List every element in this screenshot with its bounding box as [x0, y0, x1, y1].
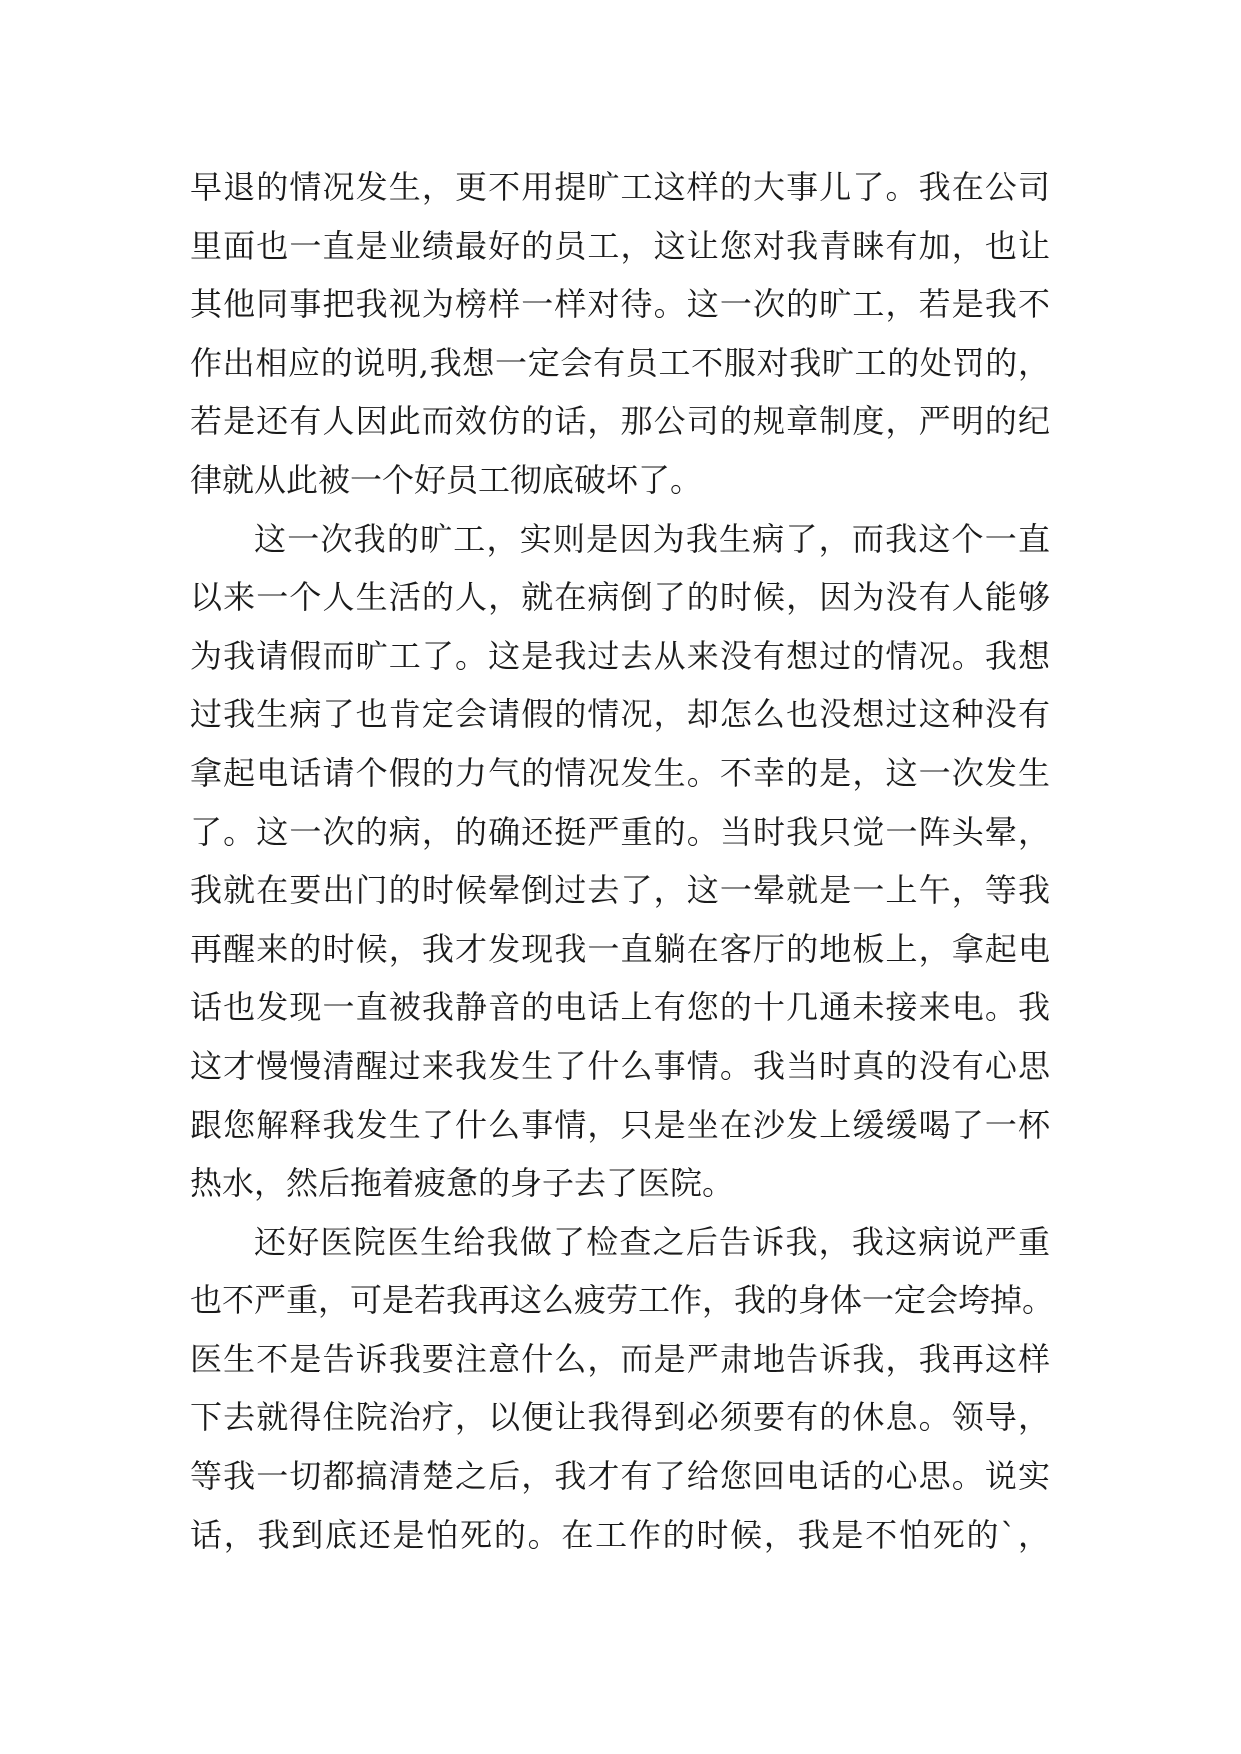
text-line: 拿起电话请个假的力气的情况发生。不幸的是，这一次发生: [190, 753, 1050, 792]
body-text: [190, 158, 1055, 1564]
text-line: 这一次我的旷工，实则是因为我生病了，而我这个一直: [254, 519, 1050, 558]
text-line: 我就在要出门的时候晕倒过去了，这一晕就是一上午，等我: [190, 871, 1050, 910]
text-line: 话，我到底还是怕死的。在工作的时候，我是不怕死的`，: [190, 1515, 1050, 1554]
text-line: 下去就得住院治疗，以便让我得到必须要有的休息。领导，: [190, 1398, 1050, 1437]
text-line: 了。这一次的病，的确还挺严重的。当时我只觉一阵头晕，: [190, 812, 1050, 851]
text-line: 话也发现一直被我静音的电话上有您的十几通未接来电。我: [190, 988, 1050, 1027]
text-line: 律就从此被一个好员工彻底破坏了。: [190, 460, 703, 499]
text-line: 热水，然后拖着疲惫的身子去了医院。: [190, 1164, 735, 1203]
text-line: 医生不是告诉我要注意什么，而是严肃地告诉我，我再这样: [190, 1339, 1050, 1378]
text-line: 跟您解释我发生了什么事情，只是坐在沙发上缓缓喝了一杯: [190, 1105, 1050, 1144]
text-line: 其他同事把我视为榜样一样对待。这一次的旷工，若是我不: [190, 285, 1050, 324]
text-line: 早退的情况发生，更不用提旷工这样的大事儿了。我在公司: [190, 168, 1050, 206]
text-line: 过我生病了也肯定会请假的情况，却怎么也没想过这种没有: [190, 695, 1050, 734]
text-line: 若是还有人因此而效仿的话，那公司的规章制度，严明的纪: [190, 402, 1050, 441]
text-line: 还好医院医生给我做了检查之后告诉我，我这病说严重: [254, 1222, 1050, 1261]
text-line: 里面也一直是业绩最好的员工，这让您对我青睐有加，也让: [190, 226, 1050, 265]
text-line: 这才慢慢清醒过来我发生了什么事情。我当时真的没有心思: [190, 1046, 1050, 1085]
text-line: 以来一个人生活的人，就在病倒了的时候，因为没有人能够: [190, 578, 1050, 617]
text-line: 再醒来的时候，我才发现我一直躺在客厅的地板上，拿起电: [190, 929, 1050, 968]
text-line: 作出相应的说明,我想一定会有员工不服对我旷工的处罚的，: [190, 343, 1050, 382]
text-line: 为我请假而旷工了。这是我过去从来没有想过的情况。我想: [190, 636, 1050, 675]
text-line: 等我一切都搞清楚之后，我才有了给您回电话的心思。说实: [190, 1457, 1050, 1496]
text-line: 也不严重，可是若我再这么疲劳工作，我的身体一定会垮掉。: [190, 1281, 1055, 1320]
